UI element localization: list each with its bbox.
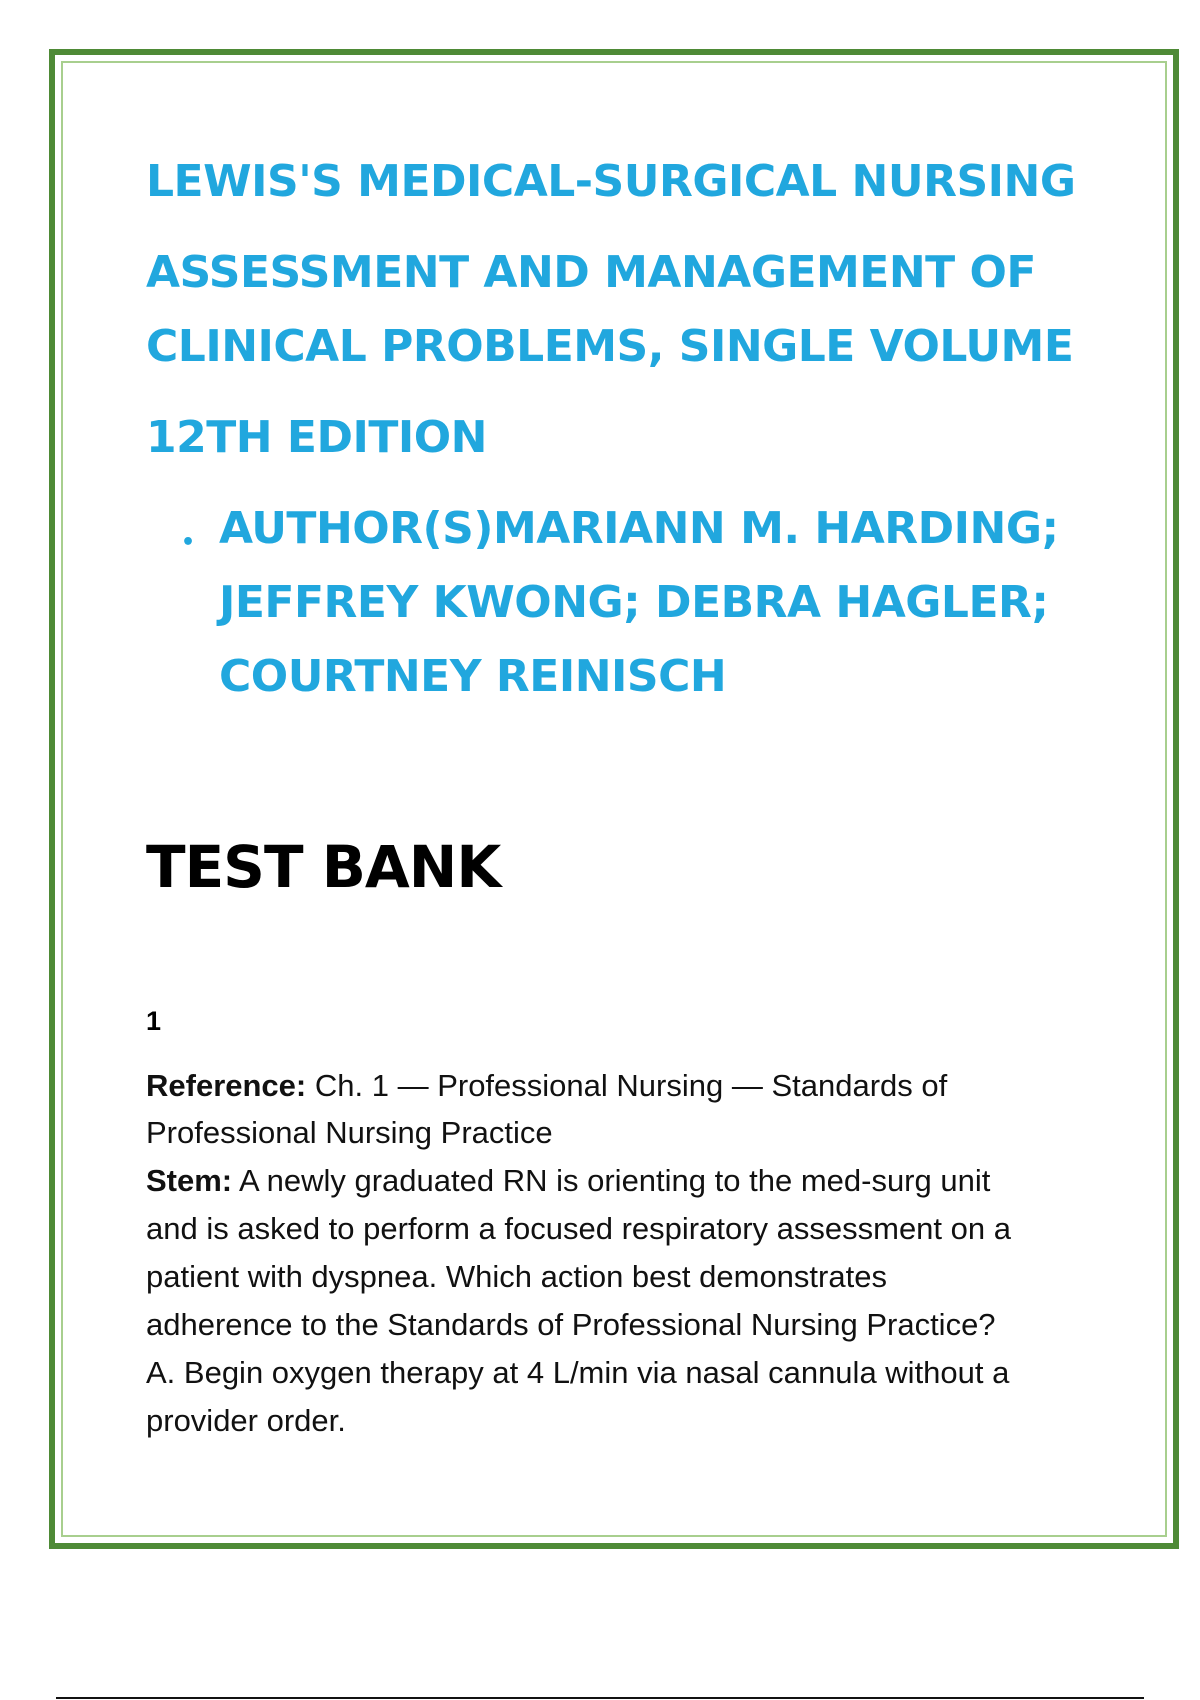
author-bullet: • — [181, 530, 196, 555]
reference-line-1 — [146, 1070, 947, 1101]
author-line-2: JEFFREY KWONG; DEBRA HAGLER; — [219, 577, 1049, 628]
stem-line-2: and is asked to perform a focused respiratory assessment on a — [146, 1211, 1011, 1246]
book-title-line-2: ASSESSMENT AND MANAGEMENT OF — [146, 247, 1036, 298]
reference-label: Reference: — [146, 1068, 307, 1103]
author-line-3: COURTNEY REINISCH — [219, 651, 727, 702]
section-heading-test-bank: TEST BANK — [146, 833, 501, 901]
book-title-line-1: LEWIS'S MEDICAL-SURGICAL NURSING — [146, 156, 1076, 207]
edition-label: 12TH EDITION — [146, 412, 487, 463]
stem-line-3: patient with dyspnea. Which action best demonstrates — [146, 1259, 887, 1294]
option-a-line-1: A. Begin oxygen therapy at 4 L/min via nasal cannula without a — [146, 1355, 1010, 1390]
question-number: 1 — [146, 1006, 162, 1036]
author-line-1: AUTHOR(S)MARIANN M. HARDING; — [219, 503, 1059, 554]
book-title-line-3: CLINICAL PROBLEMS, SINGLE VOLUME — [146, 321, 1074, 372]
stem-text: A newly graduated RN is orienting to the med-surg unit — [239, 1163, 991, 1198]
stem-label: Stem: — [146, 1163, 233, 1198]
reference-line-2: Professional Nursing Practice — [146, 1115, 553, 1150]
option-a-line-2: provider order. — [146, 1403, 346, 1438]
stem-line-1 — [146, 1165, 990, 1196]
reference-text: Ch. 1 — Professional Nursing — Standards of — [314, 1068, 948, 1103]
bottom-divider — [56, 1697, 1144, 1699]
stem-line-4: adherence to the Standards of Professional Nursing Practice? — [146, 1307, 996, 1342]
